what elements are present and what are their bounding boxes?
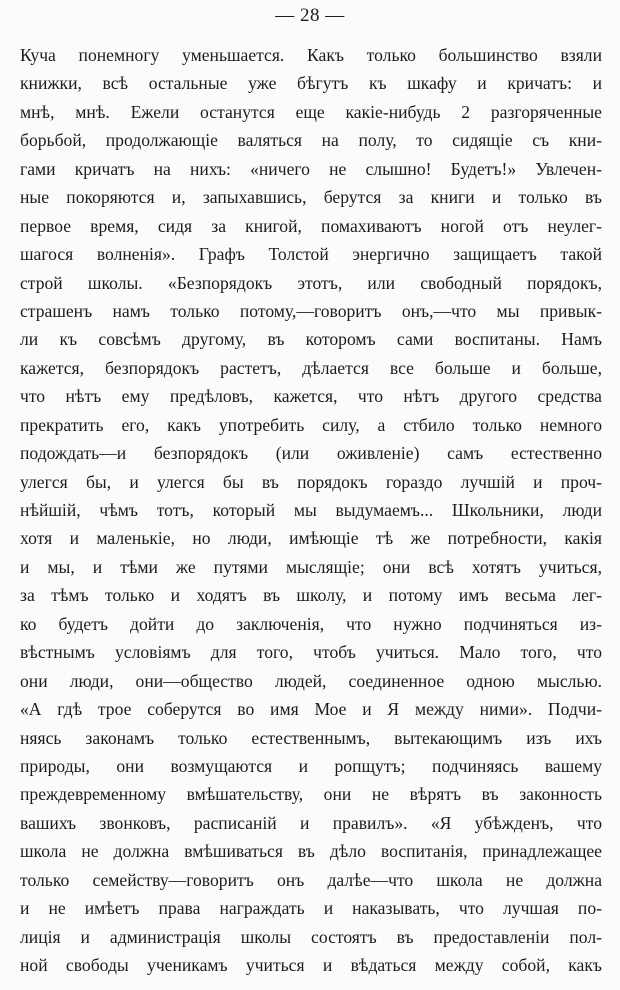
text-line: и не имѣетъ права награждать и наказывать, что лучшая по- [20, 898, 602, 919]
text-line: они люди, они—общество людей, соединенное одною мыслью. [20, 670, 602, 691]
body-text [20, 41, 602, 979]
text-line: только семейству—говоритъ онъ далѣе—что школа не должна [20, 869, 602, 890]
text-line: что нѣтъ ему предѣловъ, кажется, что нѣтъ другого средства [20, 386, 602, 407]
text-line: страшенъ намъ только потому,—говоритъ онъ,—что мы привык- [20, 300, 602, 321]
text-line: хотя и маленькіе, но люди, имѣющіе тѣ же потребности, какія [20, 528, 602, 549]
text-line: вѣстнымъ условіямъ для того, чтобъ учиться. Мало того, что [20, 642, 602, 663]
text-line: ной свободы ученикамъ учиться и вѣдаться между собой, какъ [20, 955, 602, 975]
text-line: преждевременному вмѣшательству, они не вѣрятъ въ законность [20, 784, 602, 805]
text-line: нѣйшій, чѣмъ тотъ, который мы выдумаемъ... Школьники, люди [20, 500, 602, 520]
text-line: вашихъ звонковъ, расписаній и правилъ». «Я убѣжденъ, что [20, 812, 602, 833]
text-line: Куча понемногу уменьшается. Какъ только большинство взяли [20, 45, 602, 65]
text-line: улегся бы, и улегся бы въ порядокъ гораздо лучшій и проч- [20, 471, 602, 492]
text-line: книжки, всѣ остальные уже бѣгутъ къ шкафу и кричатъ: и [20, 73, 602, 94]
text-line: лиція и администрація школы состоятъ въ предоставленіи пол- [20, 926, 602, 947]
text-line: мнѣ, мнѣ. Ежели останутся еще какіе-нибудь 2 разгоряченные [20, 101, 602, 122]
text-line: «А гдѣ трое соберутся во имя Мое и Я между ними». Подчи- [20, 699, 602, 720]
text-line: природы, они возмущаются и ропщутъ; подчиняясь вашему [20, 755, 602, 776]
text-line: ли къ совсѣмъ другому, въ которомъ сами воспитаны. Намъ [20, 329, 602, 350]
text-line: кажется, безпорядокъ растетъ, дѣлается все больше и больше, [20, 357, 602, 378]
text-line: прекратить его, какъ употребить силу, а стбило только немного [20, 414, 602, 435]
text-line: строй школы. «Безпорядокъ этотъ, или свободный порядокъ, [20, 272, 602, 293]
text-line: и мы, и тѣми же путями мыслящіе; они всѣ хотятъ учиться, [20, 556, 602, 577]
text-line: подождать—и безпорядокъ (или оживленіе) самъ естественно [20, 443, 602, 464]
text-line: первое время, сидя за книгой, помахиваютъ ногой отъ неулег- [20, 215, 602, 236]
page-number: — 28 — [275, 5, 345, 26]
text-line: борьбой, продолжающіе валяться на полу, то сидящіе съ кни- [20, 130, 602, 151]
text-line: шагося волненія». Графъ Толстой энергично защищаетъ такой [20, 244, 602, 265]
text-line: ко будетъ дойти до заключенія, что нужно подчиняться из- [20, 613, 602, 634]
text-line: ные покоряются и, запыхавшись, берутся за книги и только въ [20, 187, 602, 208]
text-line: школа не должна вмѣшиваться въ дѣло воспитанія, принадлежащее [20, 841, 602, 862]
text-line: няясь законамъ только естественнымъ, вытекающимъ изъ ихъ [20, 727, 602, 748]
text-line: за тѣмъ только и ходятъ въ школу, и потому имъ весьма лег- [20, 585, 602, 606]
text-line: гами кричатъ на нихъ: «ничего не слышно! Будетъ!» Увлечен- [20, 158, 602, 179]
